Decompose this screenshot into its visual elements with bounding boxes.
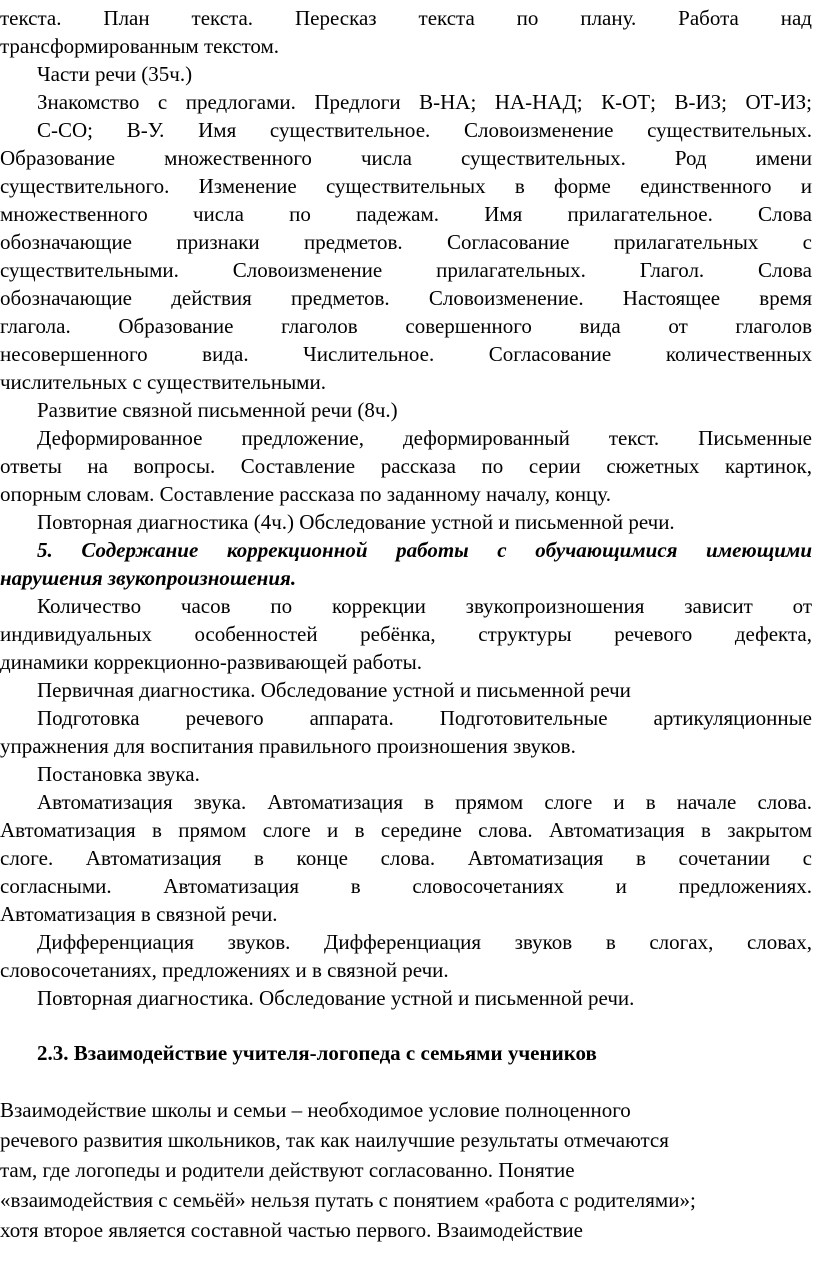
paragraph-line: текста. План текста. Пересказ текста по плану. Работа над <box>0 6 812 30</box>
paragraph-line: несовершенного вида. Числительное. Согласование количественных <box>0 342 812 366</box>
paragraph-line: глагола. Образование глаголов совершенного вида от глаголов <box>0 314 812 338</box>
paragraph-line: Автоматизация звука. Автоматизация в прямом слоге и в начале слова. <box>37 790 812 814</box>
paragraph-line: Количество часов по коррекции звукопроизношения зависит от <box>37 594 812 618</box>
paragraph-line: обозначающие действия предметов. Словоизменение. Настоящее время <box>0 286 812 310</box>
paragraph-line: упражнения для воспитания правильного произношения звуков. <box>0 734 576 758</box>
paragraph-line: хотя второе является составной частью первого. Взаимодействие <box>0 1218 583 1242</box>
paragraph-line: словосочетаниях, предложениях и в связной речи. <box>0 958 449 982</box>
paragraph-line: Автоматизация в связной речи. <box>0 902 278 926</box>
paragraph-line: Постановка звука. <box>37 762 200 786</box>
subsection-heading: Части речи (35ч.) <box>37 62 193 86</box>
section-heading: 2.3. Взаимодействие учителя-логопеда с семьями учеников <box>37 1041 597 1065</box>
paragraph-line: слоге. Автоматизация в конце слова. Автоматизация в сочетании с <box>0 846 812 870</box>
paragraph-line: трансформированным текстом. <box>0 34 280 58</box>
paragraph-line: Деформированное предложение, деформированный текст. Письменные <box>37 426 812 450</box>
paragraph-line: согласными. Автоматизация в словосочетаниях и предложениях. <box>0 874 812 898</box>
paragraph-line: Первичная диагностика. Обследование устной и письменной речи <box>37 678 631 702</box>
paragraph-line: индивидуальных особенностей ребёнка, структуры речевого дефекта, <box>0 622 812 646</box>
paragraph-line: «взаимодействия с семьёй» нельзя путать с понятием «работа с родителями»; <box>0 1188 696 1212</box>
section-heading: нарушения звукопроизношения. <box>0 566 297 590</box>
paragraph-line: там, где логопеды и родители действуют согласованно. Понятие <box>0 1158 575 1182</box>
paragraph-line: Автоматизация в прямом слоге и в середине слова. Автоматизация в закрытом <box>0 818 812 842</box>
paragraph-line: обозначающие признаки предметов. Согласование прилагательных с <box>0 230 812 254</box>
paragraph-line: ответы на вопросы. Составление рассказа по серии сюжетных картинок, <box>0 454 812 478</box>
paragraph-line: опорным словам. Составление рассказа по заданному началу, концу. <box>0 482 611 506</box>
paragraph-line: множественного числа по падежам. Имя прилагательное. Слова <box>0 202 812 226</box>
paragraph-line: Образование множественного числа существительных. Род имени <box>0 146 812 170</box>
paragraph-line: существительного. Изменение существительных в форме единственного и <box>0 174 812 198</box>
paragraph-line: С-СО; В-У. Имя существительное. Словоизменение существительных. <box>37 118 812 142</box>
section-heading: 5. Содержание коррекционной работы с обучающимися имеющими <box>37 538 812 562</box>
paragraph-line: Знакомство с предлогами. Предлоги В-НА; НА-НАД; К-ОТ; В-ИЗ; ОТ-ИЗ; <box>37 90 812 114</box>
subsection-heading: Развитие связной письменной речи (8ч.) <box>37 398 398 422</box>
paragraph-line: Взаимодействие школы и семьи – необходимое условие полноценного <box>0 1098 631 1122</box>
paragraph-line: речевого развития школьников, так как наилучшие результаты отмечаются <box>0 1128 669 1152</box>
paragraph-line: динамики коррекционно-развивающей работы. <box>0 650 422 674</box>
paragraph-line: существительными. Словоизменение прилагательных. Глагол. Слова <box>0 258 812 282</box>
paragraph-line: Повторная диагностика (4ч.) Обследование устной и письменной речи. <box>37 510 675 534</box>
paragraph-line: Подготовка речевого аппарата. Подготовительные артикуляционные <box>37 706 812 730</box>
paragraph-line: числительных с существительными. <box>0 370 326 394</box>
paragraph-line: Дифференциация звуков. Дифференциация звуков в слогах, словах, <box>37 930 812 954</box>
paragraph-line: Повторная диагностика. Обследование устной и письменной речи. <box>37 986 635 1010</box>
